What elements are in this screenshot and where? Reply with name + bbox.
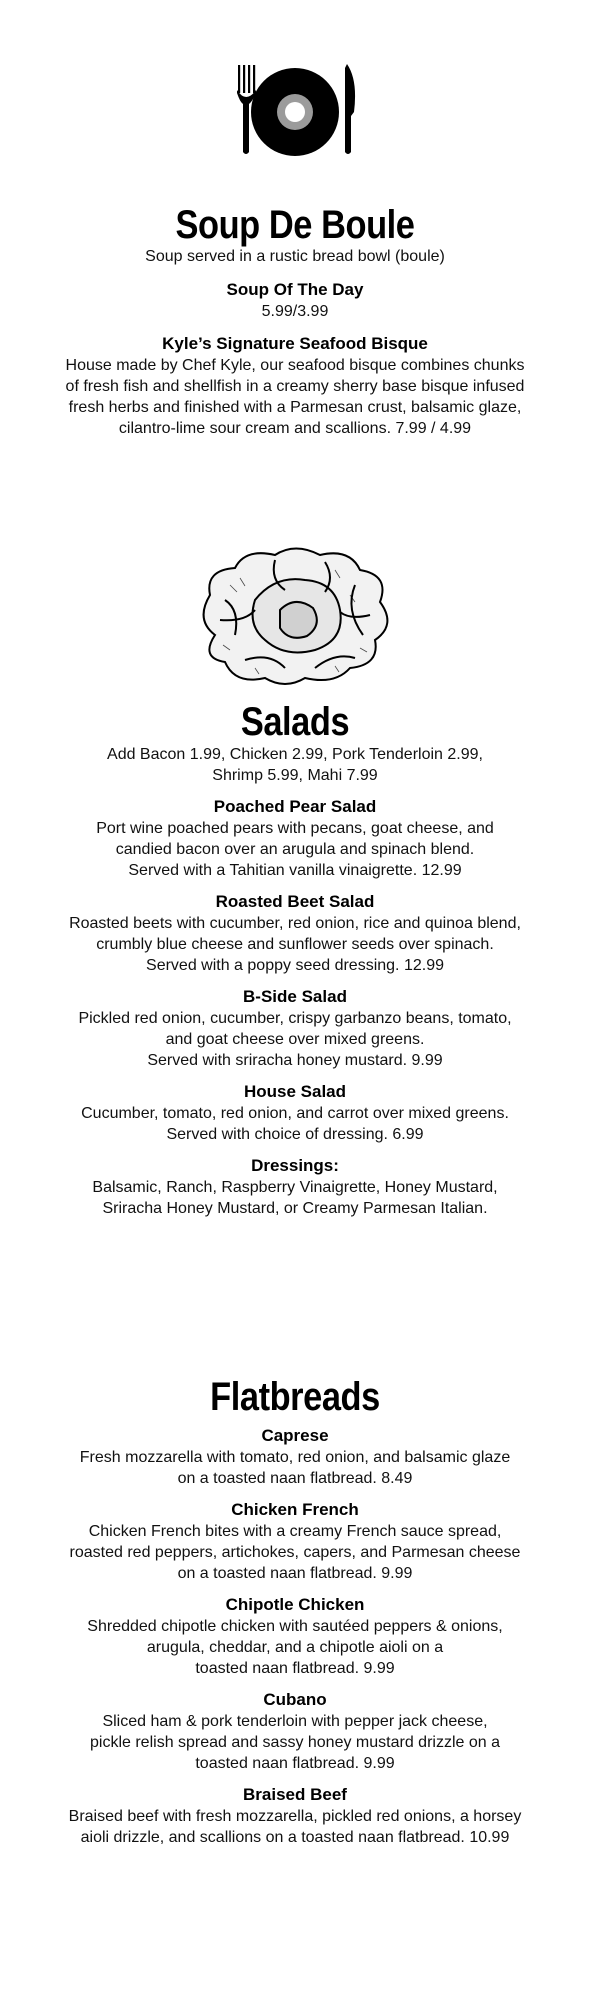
item-desc-line: Balsamic, Ranch, Raspberry Vinaigrette, Honey Mustard,	[92, 1179, 498, 1196]
item-desc-line: candied bacon over an arugula and spinach blend.	[115, 841, 475, 858]
lettuce-head-icon	[185, 540, 405, 695]
item-desc-line: Served with a Tahitian vanilla vinaigrette. 12.99	[128, 862, 462, 879]
item-name-chipotle-chicken: Chipotle Chicken	[225, 1595, 365, 1614]
item-desc-line: Served with sriracha honey mustard. 9.99	[147, 1052, 443, 1069]
item-desc-line: Fresh mozzarella with tomato, red onion, and balsamic glaze	[79, 1449, 511, 1466]
salads-addons-line: Shrimp 5.99, Mahi 7.99	[212, 767, 378, 784]
item-price-soup-of-the-day: 5.99/3.99	[261, 303, 329, 320]
item-desc-line: roasted red peppers, artichokes, capers, and Parmesan cheese	[69, 1544, 521, 1561]
item-desc-line: fresh herbs and finished with a Parmesan crust, balsamic glaze,	[68, 399, 522, 416]
soup-subtitle: Soup served in a rustic bread bowl (boule)	[145, 248, 445, 265]
item-name-caprese: Caprese	[261, 1426, 329, 1445]
dressings-heading: Dressings:	[251, 1156, 339, 1175]
item-desc-line: toasted naan flatbread. 9.99	[195, 1660, 395, 1677]
item-name-b-side-salad: B-Side Salad	[243, 987, 347, 1006]
item-desc-line: crumbly blue cheese and sunflower seeds over spinach.	[96, 936, 494, 953]
item-name-seafood-bisque: Kyle’s Signature Seafood Bisque	[162, 334, 428, 353]
item-desc-line: cilantro-lime sour cream and scallions. 7.99 / 4.99	[118, 420, 472, 437]
item-name-cubano: Cubano	[263, 1690, 327, 1709]
item-desc-line: Pickled red onion, cucumber, crispy garbanzo beans, tomato,	[78, 1010, 512, 1027]
salads-section	[0, 700, 590, 1219]
item-name-braised-beef: Braised Beef	[243, 1785, 347, 1804]
section-title-soup: Soup De Boule	[175, 203, 415, 247]
item-name-soup-of-the-day: Soup Of The Day	[226, 280, 364, 299]
item-desc-line: on a toasted naan flatbread. 9.99	[177, 1565, 413, 1582]
item-desc-line: House made by Chef Kyle, our seafood bisque combines chunks	[65, 357, 525, 374]
item-desc-line: toasted naan flatbread. 9.99	[195, 1755, 395, 1772]
item-desc-line: arugula, cheddar, and a chipotle aioli on a	[146, 1639, 444, 1656]
item-desc-line: Shredded chipotle chicken with sautéed peppers & onions,	[87, 1618, 503, 1635]
salads-addons-line: Add Bacon 1.99, Chicken 2.99, Pork Tenderloin 2.99,	[107, 746, 483, 763]
item-desc-line: on a toasted naan flatbread. 8.49	[177, 1470, 413, 1487]
plate-fork-knife-icon	[220, 60, 370, 165]
section-title-salads: Salads	[240, 700, 350, 744]
item-desc-line: of fresh fish and shellfish in a creamy sherry base bisque infused	[65, 378, 525, 395]
item-name-poached-pear-salad: Poached Pear Salad	[213, 797, 377, 816]
item-desc-line: Served with a poppy seed dressing. 12.99	[146, 957, 444, 974]
item-name-roasted-beet-salad: Roasted Beet Salad	[215, 892, 375, 911]
item-desc-line: Chicken French bites with a creamy French sauce spread,	[88, 1523, 502, 1540]
item-desc-line: pickle relish spread and sassy honey mustard drizzle on a	[90, 1734, 500, 1751]
item-desc-line: Sriracha Honey Mustard, or Creamy Parmesan Italian.	[102, 1200, 488, 1217]
item-desc-line: Sliced ham & pork tenderloin with pepper jack cheese,	[102, 1713, 488, 1730]
item-desc-line: Braised beef with fresh mozzarella, pickled red onions, a horsey	[68, 1808, 522, 1825]
item-desc-line: Port wine poached pears with pecans, goat cheese, and	[96, 820, 494, 837]
item-desc-line: and goat cheese over mixed greens.	[165, 1031, 425, 1048]
item-name-house-salad: House Salad	[243, 1082, 347, 1101]
item-desc-line: aioli drizzle, and scallions on a toasted naan flatbread. 10.99	[80, 1829, 510, 1846]
flatbreads-section	[0, 1375, 590, 1848]
item-desc-line: Roasted beets with cucumber, red onion, rice and quinoa blend,	[69, 915, 521, 932]
item-desc-line: Cucumber, tomato, red onion, and carrot over mixed greens.	[81, 1105, 509, 1122]
section-title-flatbreads: Flatbreads	[210, 1375, 380, 1419]
item-name-chicken-french: Chicken French	[231, 1500, 359, 1519]
soup-section	[0, 203, 590, 439]
item-desc-line: Served with choice of dressing. 6.99	[166, 1126, 424, 1143]
